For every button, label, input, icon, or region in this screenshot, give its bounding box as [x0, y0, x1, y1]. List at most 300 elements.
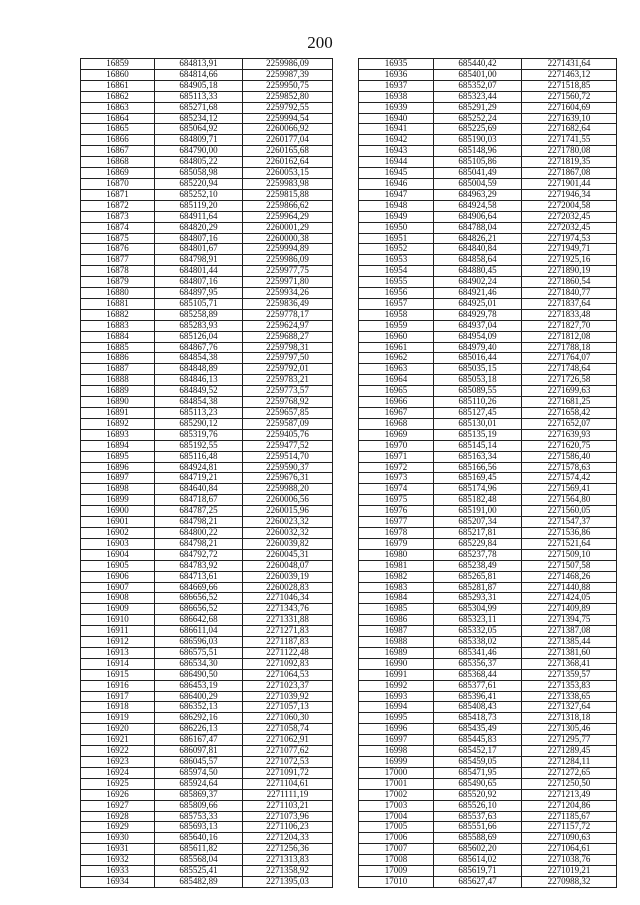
point-number-cell: 16868	[81, 157, 155, 168]
point-number-cell: 16911	[81, 626, 155, 637]
table-row	[359, 233, 617, 244]
y-coordinate-cell: 2260000,38	[243, 233, 333, 244]
table-row	[81, 746, 333, 757]
y-coordinate-cell: 2271860,54	[522, 277, 617, 288]
table-row	[359, 691, 617, 702]
y-coordinate-cell: 2259971,80	[243, 277, 333, 288]
y-coordinate-cell: 2271569,41	[522, 484, 617, 495]
point-number-cell: 16955	[359, 277, 434, 288]
table-row	[81, 549, 333, 560]
x-coordinate-cell: 685148,96	[434, 146, 522, 157]
point-number-cell: 16968	[359, 418, 434, 429]
x-coordinate-cell: 685377,61	[434, 680, 522, 691]
y-coordinate-cell: 2271038,76	[522, 855, 617, 866]
y-coordinate-cell: 2271840,77	[522, 288, 617, 299]
x-coordinate-cell: 685568,04	[155, 855, 243, 866]
point-number-cell: 16993	[359, 691, 434, 702]
x-coordinate-cell: 685490,65	[434, 778, 522, 789]
point-number-cell: 16994	[359, 702, 434, 713]
x-coordinate-cell: 684814,66	[155, 69, 243, 80]
table-row	[359, 735, 617, 746]
x-coordinate-cell: 686226,13	[155, 724, 243, 735]
y-coordinate-cell: 2271289,45	[522, 746, 617, 757]
table-row	[81, 168, 333, 179]
x-coordinate-cell: 685053,18	[434, 375, 522, 386]
y-coordinate-cell: 2259977,75	[243, 266, 333, 277]
x-coordinate-cell: 685281,87	[434, 582, 522, 593]
y-coordinate-cell: 2271463,12	[522, 69, 617, 80]
table-row	[359, 876, 617, 887]
table-row	[359, 506, 617, 517]
table-row	[359, 331, 617, 342]
point-number-cell: 16953	[359, 255, 434, 266]
y-coordinate-cell: 2271639,10	[522, 113, 617, 124]
table-row	[81, 767, 333, 778]
table-row	[81, 69, 333, 80]
x-coordinate-cell: 685482,89	[155, 876, 243, 887]
x-coordinate-cell: 685191,00	[434, 506, 522, 517]
y-coordinate-cell: 2271837,64	[522, 298, 617, 309]
x-coordinate-cell: 684925,01	[434, 298, 522, 309]
x-coordinate-cell: 685401,00	[434, 69, 522, 80]
table-row	[359, 451, 617, 462]
y-coordinate-cell: 2259950,75	[243, 80, 333, 91]
y-coordinate-cell: 2260001,29	[243, 222, 333, 233]
table-row	[81, 517, 333, 528]
y-coordinate-cell: 2271060,30	[243, 713, 333, 724]
table-row	[359, 571, 617, 582]
y-coordinate-cell: 2271204,86	[522, 800, 617, 811]
x-coordinate-cell: 685526,10	[434, 800, 522, 811]
table-row	[81, 429, 333, 440]
table-row	[81, 244, 333, 255]
table-row	[81, 146, 333, 157]
table-row	[81, 844, 333, 855]
table-row	[359, 178, 617, 189]
point-number-cell: 16892	[81, 418, 155, 429]
point-number-cell: 16885	[81, 342, 155, 353]
y-coordinate-cell: 2271064,53	[243, 669, 333, 680]
table-row	[81, 342, 333, 353]
table-row	[359, 702, 617, 713]
y-coordinate-cell: 2259768,92	[243, 397, 333, 408]
point-number-cell: 16987	[359, 626, 434, 637]
point-number-cell: 16918	[81, 702, 155, 713]
point-number-cell: 16908	[81, 593, 155, 604]
x-coordinate-cell: 684846,13	[155, 375, 243, 386]
x-coordinate-cell: 685182,48	[434, 495, 522, 506]
y-coordinate-cell: 2271353,83	[522, 680, 617, 691]
table-row	[359, 80, 617, 91]
y-coordinate-cell: 2271092,83	[243, 658, 333, 669]
x-coordinate-cell: 686611,04	[155, 626, 243, 637]
point-number-cell: 16916	[81, 680, 155, 691]
x-coordinate-cell: 685396,41	[434, 691, 522, 702]
point-number-cell: 17008	[359, 855, 434, 866]
x-coordinate-cell: 686292,16	[155, 713, 243, 724]
y-coordinate-cell: 2271741,55	[522, 135, 617, 146]
x-coordinate-cell: 685551,66	[434, 822, 522, 833]
point-number-cell: 16883	[81, 320, 155, 331]
table-row	[359, 429, 617, 440]
x-coordinate-cell: 685105,71	[155, 298, 243, 309]
y-coordinate-cell: 2271358,92	[243, 866, 333, 877]
x-coordinate-cell: 685525,41	[155, 866, 243, 877]
point-number-cell: 16912	[81, 637, 155, 648]
point-number-cell: 16962	[359, 353, 434, 364]
x-coordinate-cell: 685135,19	[434, 429, 522, 440]
table-row	[81, 266, 333, 277]
y-coordinate-cell: 2259405,76	[243, 429, 333, 440]
page-number: 200	[307, 33, 333, 52]
table-row	[359, 789, 617, 800]
table-row	[359, 189, 617, 200]
point-number-cell: 16990	[359, 658, 434, 669]
x-coordinate-cell: 686534,30	[155, 658, 243, 669]
y-coordinate-cell: 2271064,61	[522, 844, 617, 855]
x-coordinate-cell: 685341,46	[434, 647, 522, 658]
table-row	[359, 517, 617, 528]
y-coordinate-cell: 2271103,21	[243, 800, 333, 811]
table-row	[81, 364, 333, 375]
table-row	[359, 168, 617, 179]
point-number-cell: 16929	[81, 822, 155, 833]
y-coordinate-cell: 2271359,57	[522, 669, 617, 680]
table-row	[81, 408, 333, 419]
x-coordinate-cell: 684854,38	[155, 397, 243, 408]
point-number-cell: 16901	[81, 517, 155, 528]
point-number-cell: 16903	[81, 538, 155, 549]
x-coordinate-cell: 685338,02	[434, 637, 522, 648]
table-row	[359, 244, 617, 255]
point-number-cell: 16961	[359, 342, 434, 353]
y-coordinate-cell: 2271272,65	[522, 767, 617, 778]
y-coordinate-cell: 2271949,71	[522, 244, 617, 255]
y-coordinate-cell: 2272004,58	[522, 200, 617, 211]
table-row	[81, 811, 333, 822]
table-row	[81, 91, 333, 102]
point-number-cell: 16923	[81, 757, 155, 768]
table-row	[359, 309, 617, 320]
y-coordinate-cell: 2271106,23	[243, 822, 333, 833]
coordinates-table-right	[358, 58, 617, 888]
point-number-cell: 16863	[81, 102, 155, 113]
table-row	[81, 669, 333, 680]
y-coordinate-cell: 2271077,62	[243, 746, 333, 757]
table-row	[359, 615, 617, 626]
x-coordinate-cell: 685537,63	[434, 811, 522, 822]
y-coordinate-cell: 2259477,52	[243, 440, 333, 451]
point-number-cell: 16997	[359, 735, 434, 746]
x-coordinate-cell: 684840,84	[434, 244, 522, 255]
x-coordinate-cell: 685471,95	[434, 767, 522, 778]
table-row	[359, 680, 617, 691]
y-coordinate-cell: 2271578,63	[522, 462, 617, 473]
table-row	[81, 833, 333, 844]
x-coordinate-cell: 685105,86	[434, 157, 522, 168]
x-coordinate-cell: 685237,78	[434, 549, 522, 560]
point-number-cell: 16865	[81, 124, 155, 135]
x-coordinate-cell: 686575,51	[155, 647, 243, 658]
point-number-cell: 16919	[81, 713, 155, 724]
y-coordinate-cell: 2271681,25	[522, 397, 617, 408]
x-coordinate-cell: 685166,56	[434, 462, 522, 473]
point-number-cell: 16894	[81, 440, 155, 451]
y-coordinate-cell: 2271271,83	[243, 626, 333, 637]
point-number-cell: 16964	[359, 375, 434, 386]
table-row	[359, 746, 617, 757]
table-row	[81, 178, 333, 189]
y-coordinate-cell: 2260015,96	[243, 506, 333, 517]
x-coordinate-cell: 685693,13	[155, 822, 243, 833]
point-number-cell: 16984	[359, 593, 434, 604]
y-coordinate-cell: 2271788,18	[522, 342, 617, 353]
point-number-cell: 16866	[81, 135, 155, 146]
y-coordinate-cell: 2271560,05	[522, 506, 617, 517]
y-coordinate-cell: 2271827,70	[522, 320, 617, 331]
point-number-cell: 16925	[81, 778, 155, 789]
point-number-cell: 16956	[359, 288, 434, 299]
table-row	[359, 473, 617, 484]
point-number-cell: 16886	[81, 353, 155, 364]
y-coordinate-cell: 2271394,75	[522, 615, 617, 626]
y-coordinate-cell: 2271343,76	[243, 604, 333, 615]
table-row	[81, 353, 333, 364]
point-number-cell: 16914	[81, 658, 155, 669]
point-number-cell: 16937	[359, 80, 434, 91]
table-row	[81, 102, 333, 113]
x-coordinate-cell: 685238,49	[434, 560, 522, 571]
x-coordinate-cell: 685459,05	[434, 757, 522, 768]
y-coordinate-cell: 2259836,49	[243, 298, 333, 309]
table-row	[81, 506, 333, 517]
table-row	[81, 135, 333, 146]
y-coordinate-cell: 2271091,72	[243, 767, 333, 778]
point-number-cell: 16862	[81, 91, 155, 102]
x-coordinate-cell: 684897,95	[155, 288, 243, 299]
x-coordinate-cell: 684798,21	[155, 517, 243, 528]
table-row	[81, 855, 333, 866]
table-row	[81, 113, 333, 124]
table-row	[359, 342, 617, 353]
y-coordinate-cell: 2271764,07	[522, 353, 617, 364]
y-coordinate-cell: 2272032,45	[522, 211, 617, 222]
y-coordinate-cell: 2259657,85	[243, 408, 333, 419]
y-coordinate-cell: 2271284,11	[522, 757, 617, 768]
x-coordinate-cell: 686656,52	[155, 604, 243, 615]
point-number-cell: 16951	[359, 233, 434, 244]
point-number-cell: 16972	[359, 462, 434, 473]
y-coordinate-cell: 2271023,37	[243, 680, 333, 691]
table-row	[359, 724, 617, 735]
x-coordinate-cell: 685283,93	[155, 320, 243, 331]
table-row	[359, 855, 617, 866]
table-row	[359, 866, 617, 877]
y-coordinate-cell: 2271536,86	[522, 527, 617, 538]
y-coordinate-cell: 2271019,21	[522, 866, 617, 877]
y-coordinate-cell: 2260032,32	[243, 527, 333, 538]
x-coordinate-cell: 684924,58	[434, 200, 522, 211]
point-number-cell: 16998	[359, 746, 434, 757]
table-row	[81, 211, 333, 222]
y-coordinate-cell: 2260048,07	[243, 560, 333, 571]
x-coordinate-cell: 684937,04	[434, 320, 522, 331]
table-row	[81, 778, 333, 789]
point-number-cell: 16988	[359, 637, 434, 648]
x-coordinate-cell: 685520,92	[434, 789, 522, 800]
x-coordinate-cell: 685119,20	[155, 200, 243, 211]
point-number-cell: 16867	[81, 146, 155, 157]
y-coordinate-cell: 2260045,31	[243, 549, 333, 560]
x-coordinate-cell: 684801,67	[155, 244, 243, 255]
y-coordinate-cell: 2260053,15	[243, 168, 333, 179]
point-number-cell: 16932	[81, 855, 155, 866]
x-coordinate-cell: 684719,21	[155, 473, 243, 484]
point-number-cell: 16880	[81, 288, 155, 299]
table-row	[81, 255, 333, 266]
y-coordinate-cell: 2271901,44	[522, 178, 617, 189]
point-number-cell: 16887	[81, 364, 155, 375]
point-number-cell: 16967	[359, 408, 434, 419]
y-coordinate-cell: 2271890,19	[522, 266, 617, 277]
table-row	[81, 691, 333, 702]
y-coordinate-cell: 2271039,92	[243, 691, 333, 702]
point-number-cell: 16879	[81, 277, 155, 288]
table-row	[359, 124, 617, 135]
table-row	[81, 451, 333, 462]
point-number-cell: 16943	[359, 146, 434, 157]
table-row	[359, 495, 617, 506]
table-row	[359, 211, 617, 222]
x-coordinate-cell: 684924,81	[155, 462, 243, 473]
table-row	[81, 713, 333, 724]
point-number-cell: 16966	[359, 397, 434, 408]
table-row	[359, 582, 617, 593]
y-coordinate-cell: 2260028,83	[243, 582, 333, 593]
table-row	[359, 604, 617, 615]
point-number-cell: 16909	[81, 604, 155, 615]
y-coordinate-cell: 2271409,89	[522, 604, 617, 615]
table-row	[359, 135, 617, 146]
y-coordinate-cell: 2259866,62	[243, 200, 333, 211]
table-row	[359, 102, 617, 113]
y-coordinate-cell: 2259994,54	[243, 113, 333, 124]
y-coordinate-cell: 2259994,89	[243, 244, 333, 255]
table-row	[81, 288, 333, 299]
table-row	[359, 440, 617, 451]
x-coordinate-cell: 684783,92	[155, 560, 243, 571]
y-coordinate-cell: 2271122,48	[243, 647, 333, 658]
y-coordinate-cell: 2271187,83	[243, 637, 333, 648]
x-coordinate-cell: 685627,47	[434, 876, 522, 887]
point-number-cell: 16980	[359, 549, 434, 560]
x-coordinate-cell: 684848,89	[155, 364, 243, 375]
x-coordinate-cell: 685220,94	[155, 178, 243, 189]
point-number-cell: 16920	[81, 724, 155, 735]
x-coordinate-cell: 685602,20	[434, 844, 522, 855]
x-coordinate-cell: 685035,15	[434, 364, 522, 375]
x-coordinate-cell: 685116,48	[155, 451, 243, 462]
x-coordinate-cell: 684813,91	[155, 59, 243, 70]
point-number-cell: 17005	[359, 822, 434, 833]
table-row	[81, 397, 333, 408]
point-number-cell: 16958	[359, 309, 434, 320]
table-row	[81, 440, 333, 451]
point-number-cell: 16873	[81, 211, 155, 222]
point-number-cell: 16938	[359, 91, 434, 102]
point-number-cell: 16884	[81, 331, 155, 342]
x-coordinate-cell: 685408,43	[434, 702, 522, 713]
table-row	[359, 800, 617, 811]
table-row	[359, 353, 617, 364]
x-coordinate-cell: 684790,00	[155, 146, 243, 157]
point-number-cell: 16940	[359, 113, 434, 124]
x-coordinate-cell: 684867,76	[155, 342, 243, 353]
table-row	[81, 724, 333, 735]
y-coordinate-cell: 2259797,50	[243, 353, 333, 364]
x-coordinate-cell: 685190,03	[434, 135, 522, 146]
point-number-cell: 16898	[81, 484, 155, 495]
table-row	[359, 767, 617, 778]
table-row	[359, 549, 617, 560]
table-row	[81, 298, 333, 309]
y-coordinate-cell: 2271468,26	[522, 571, 617, 582]
x-coordinate-cell: 685163,34	[434, 451, 522, 462]
table-row	[81, 658, 333, 669]
point-number-cell: 16954	[359, 266, 434, 277]
table-row	[359, 844, 617, 855]
point-number-cell: 16915	[81, 669, 155, 680]
table-row	[81, 680, 333, 691]
y-coordinate-cell: 2271387,08	[522, 626, 617, 637]
y-coordinate-cell: 2271385,44	[522, 637, 617, 648]
table-row	[81, 157, 333, 168]
point-number-cell: 16877	[81, 255, 155, 266]
y-coordinate-cell: 2272032,45	[522, 222, 617, 233]
point-number-cell: 16936	[359, 69, 434, 80]
y-coordinate-cell: 2271368,41	[522, 658, 617, 669]
y-coordinate-cell: 2271440,88	[522, 582, 617, 593]
point-number-cell: 16891	[81, 408, 155, 419]
x-coordinate-cell: 685356,37	[434, 658, 522, 669]
y-coordinate-cell: 2271331,88	[243, 615, 333, 626]
y-coordinate-cell: 2271974,53	[522, 233, 617, 244]
point-number-cell: 16902	[81, 527, 155, 538]
x-coordinate-cell: 685352,07	[434, 80, 522, 91]
table-row	[81, 593, 333, 604]
x-coordinate-cell: 685041,49	[434, 168, 522, 179]
table-row	[359, 462, 617, 473]
point-number-cell: 16950	[359, 222, 434, 233]
table-row	[81, 582, 333, 593]
y-coordinate-cell: 2271073,96	[243, 811, 333, 822]
point-number-cell: 16985	[359, 604, 434, 615]
x-coordinate-cell: 684718,67	[155, 495, 243, 506]
point-number-cell: 16942	[359, 135, 434, 146]
x-coordinate-cell: 685452,17	[434, 746, 522, 757]
table-row	[81, 637, 333, 648]
x-coordinate-cell: 685368,44	[434, 669, 522, 680]
x-coordinate-cell: 685445,83	[434, 735, 522, 746]
x-coordinate-cell: 684929,78	[434, 309, 522, 320]
y-coordinate-cell: 2271547,37	[522, 517, 617, 528]
point-number-cell: 16864	[81, 113, 155, 124]
x-coordinate-cell: 684800,22	[155, 527, 243, 538]
x-coordinate-cell: 685126,04	[155, 331, 243, 342]
point-number-cell: 16907	[81, 582, 155, 593]
point-number-cell: 16882	[81, 309, 155, 320]
x-coordinate-cell: 684809,71	[155, 135, 243, 146]
